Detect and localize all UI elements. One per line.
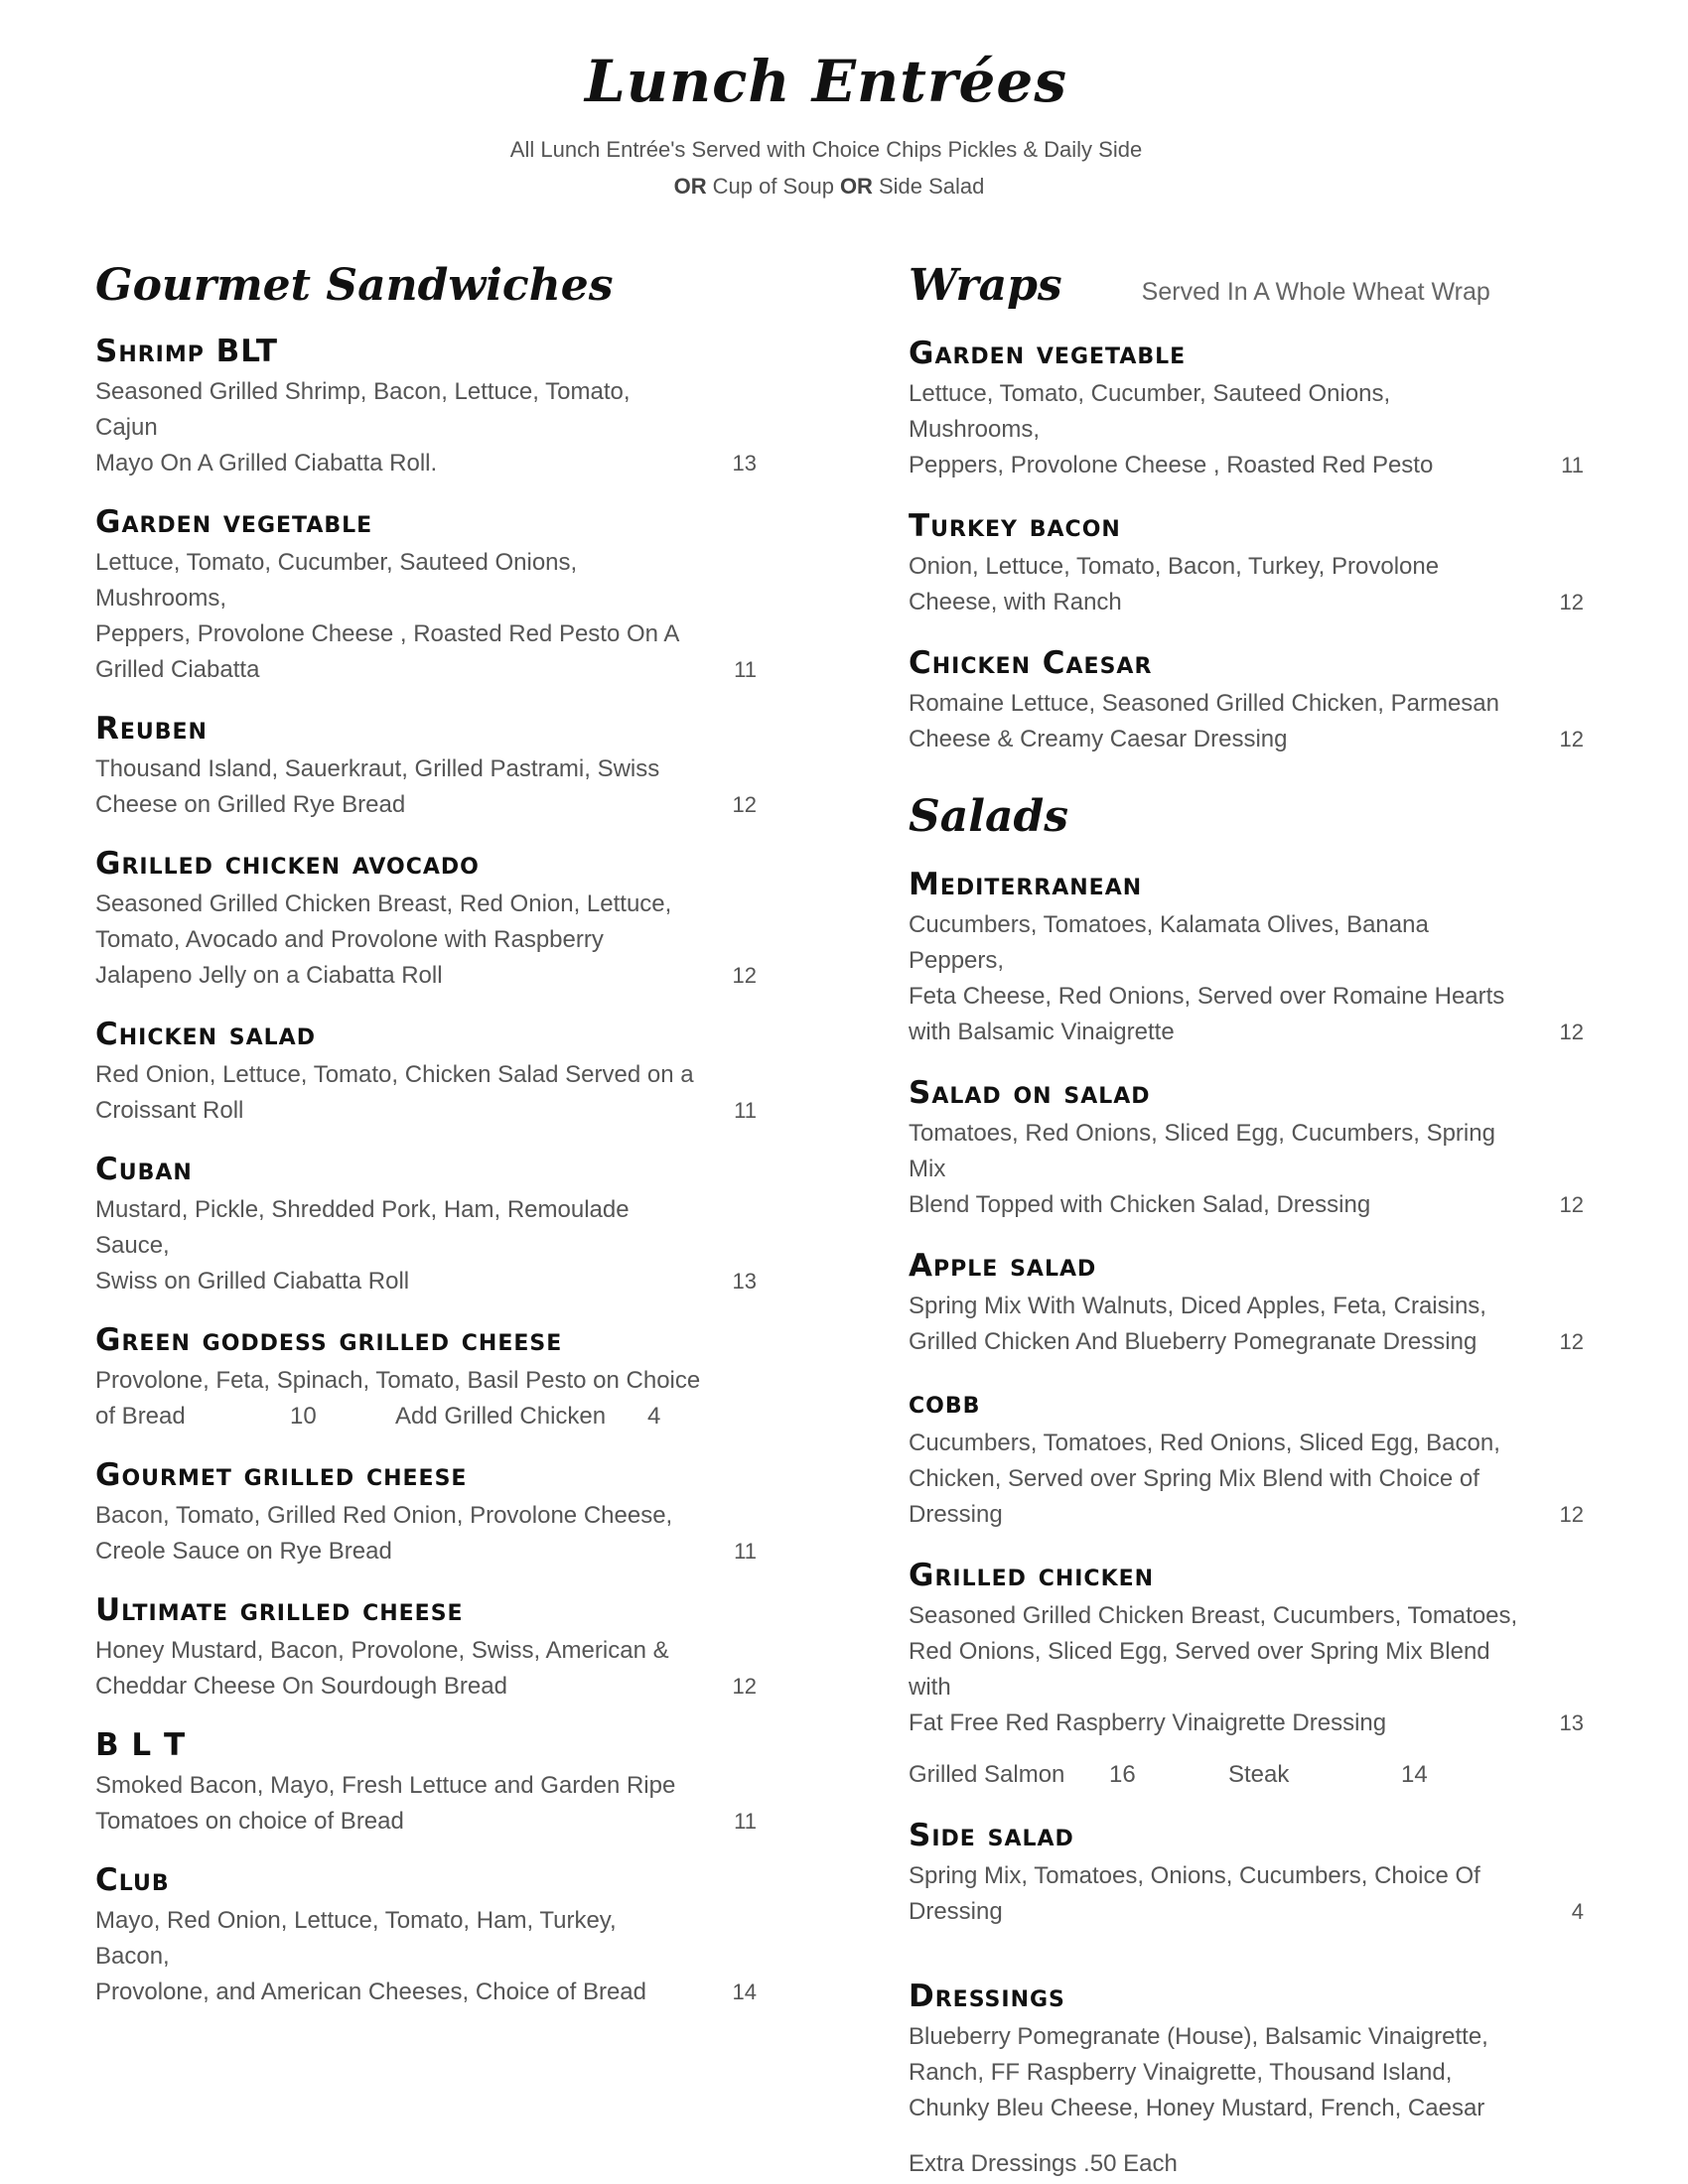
item-description: Romaine Lettuce, Seasoned Grilled Chicken, Parmesan Cheese & Creamy Caesar Dressing [909, 690, 1499, 752]
right-column [909, 260, 1584, 2182]
subtitle-line-1: All Lunch Entrée's Served with Choice Chips Pickles & Daily Side [509, 137, 1143, 162]
item-description: Seasoned Grilled Chicken Breast, Cucumbers, Tomatoes, Red Onions, Sliced Egg, Served over Spring Mix Blend with Fat Free Red Raspberry Vinaigrette Dressing [909, 1602, 1518, 1736]
menu-item [909, 1817, 1584, 1930]
menu-item [95, 503, 757, 688]
steak-label: Steak [1228, 1761, 1290, 1788]
extra-dressings: Extra Dressings .50 Each [909, 2150, 1178, 2177]
item-name: Apple salad [909, 1248, 1097, 1284]
item-price: 11 [734, 1098, 757, 1123]
item-description: Seasoned Grilled Shrimp, Bacon, Lettuce, Tomato, Cajun Mayo On A Grilled Ciabatta Roll. [95, 378, 631, 477]
item-description: Mayo, Red Onion, Lettuce, Tomato, Ham, Turkey, Bacon, Provolone, and American Cheeses, Choice of Bread [95, 1907, 646, 2005]
item-description: Cucumbers, Tomatoes, Kalamata Olives, Banana Peppers, Feta Cheese, Red Onions, Served over Romaine Hearts with Balsamic Vinaigrette [909, 911, 1505, 1045]
item-price: 12 [1559, 1502, 1584, 1527]
item-name: Gourmet grilled cheese [95, 1457, 468, 1493]
addon-price: 4 [647, 1403, 661, 1430]
item-description: Spring Mix, Tomatoes, Onions, Cucumbers, Choice Of Dressing [909, 1862, 1480, 1925]
item-name: Ultimate grilled cheese [95, 1592, 464, 1628]
item-price: 11 [734, 1539, 757, 1564]
item-name: Green goddess grilled cheese [95, 1322, 563, 1358]
menu-item [95, 845, 757, 994]
page-title: Lunch Entrées [585, 48, 1067, 115]
item-description: Lettuce, Tomato, Cucumber, Sauteed Onions, Mushrooms, Peppers, Provolone Cheese , Roasted Red Pesto On A Grilled Ciabatta [95, 549, 680, 683]
menu-item [909, 866, 1584, 1050]
menu-item [95, 333, 757, 481]
sandwiches-heading: Gourmet Sandwiches [95, 260, 614, 311]
item-price: 13 [732, 1269, 757, 1294]
item-description: Lettuce, Tomato, Cucumber, Sauteed Onions, Mushrooms, Peppers, Provolone Cheese , Roasted Red Pesto [909, 380, 1434, 478]
item-price: 13 [1559, 1710, 1584, 1735]
item-description: Onion, Lettuce, Tomato, Bacon, Turkey, Provolone Cheese, with Ranch [909, 553, 1440, 615]
salads-heading: Salads [909, 791, 1069, 842]
item-description: Bacon, Tomato, Grilled Red Onion, Provolone Cheese, Creole Sauce on Rye Bread [95, 1502, 673, 1565]
or-word: OR [839, 174, 873, 199]
item-name: Turkey bacon [909, 508, 1121, 544]
item-price: 12 [1559, 727, 1584, 751]
menu-item [95, 710, 757, 823]
item-price: 12 [732, 792, 757, 817]
item-description: Thousand Island, Sauerkraut, Grilled Pastrami, Swiss Cheese on Grilled Rye Bread [95, 755, 660, 818]
side-salad-text: Side Salad [878, 174, 985, 199]
menu-item [909, 507, 1584, 620]
item-name: cobb [909, 1385, 981, 1421]
or-word: OR [673, 174, 707, 199]
wraps-heading-row [909, 260, 1584, 311]
addon-label: Add Grilled Chicken [395, 1403, 607, 1430]
item-name: Mediterranean [909, 867, 1143, 902]
wraps-note: Served In A Whole Wheat Wrap [1141, 278, 1490, 306]
item-name: Grilled chicken avocado [95, 846, 480, 882]
item-price: 11 [734, 1809, 757, 1834]
dressings-heading: Dressings [909, 1979, 1065, 2014]
item-description: Honey Mustard, Bacon, Provolone, Swiss, American & Cheddar Cheese On Sourdough Bread [95, 1637, 669, 1700]
menu-item [95, 1591, 757, 1705]
item-name: Reuben [95, 711, 208, 747]
menu-item [95, 1321, 757, 1434]
menu-item [909, 335, 1584, 483]
item-price: 12 [1559, 1192, 1584, 1217]
item-price: 12 [1559, 590, 1584, 614]
salmon-price: 16 [1109, 1761, 1136, 1788]
item-name: Cuban [95, 1152, 193, 1187]
menu-item [909, 1557, 1584, 1741]
item-name: Garden vegetable [95, 504, 373, 540]
item-price: 10 [290, 1403, 317, 1430]
wraps-heading: Wraps [909, 260, 1062, 311]
item-price: 13 [732, 451, 757, 476]
dressings-list: Blueberry Pomegranate (House), Balsamic Vinaigrette, Ranch, FF Raspberry Vinaigrette, Thousand Island, Chunky Bleu Cheese, Honey Mustard, French, Caesar [909, 2023, 1488, 2121]
item-name: Chicken salad [95, 1017, 316, 1052]
green-goddess-options [95, 1399, 757, 1434]
item-description: Spring Mix With Walnuts, Diced Apples, Feta, Craisins, Grilled Chicken And Blueberry Pomegranate Dressing [909, 1293, 1486, 1355]
bread-text: of Bread [95, 1403, 186, 1430]
item-price: 14 [732, 1979, 757, 2004]
item-name: Chicken Caesar [909, 645, 1153, 681]
subtitle-line-2 [0, 174, 1652, 200]
protein-upgrades [909, 1757, 1584, 1793]
item-price: 4 [1571, 1899, 1584, 1924]
menu-item [909, 1247, 1584, 1360]
cup-of-soup-text: Cup of Soup [712, 174, 834, 199]
menu-item [95, 1861, 757, 2010]
item-name: Salad on salad [909, 1075, 1151, 1111]
item-name: Side salad [909, 1818, 1074, 1853]
item-price: 12 [732, 1674, 757, 1699]
sandwiches-column [95, 260, 757, 2010]
item-description: Mustard, Pickle, Shredded Pork, Ham, Remoulade Sauce, Swiss on Grilled Ciabatta Roll [95, 1196, 630, 1295]
menu-item [909, 1384, 1584, 1533]
item-description: Provolone, Feta, Spinach, Tomato, Basil Pesto on Choice [95, 1367, 701, 1394]
item-description: Tomatoes, Red Onions, Sliced Egg, Cucumbers, Spring Mix Blend Topped with Chicken Salad, Dressing [909, 1120, 1495, 1218]
item-description: Smoked Bacon, Mayo, Fresh Lettuce and Garden Ripe Tomatoes on choice of Bread [95, 1772, 676, 1835]
item-description: Red Onion, Lettuce, Tomato, Chicken Salad Served on a Croissant Roll [95, 1061, 694, 1124]
item-name: Garden vegetable [909, 336, 1187, 371]
item-name: Club [95, 1862, 170, 1898]
menu-item [95, 1456, 757, 1570]
item-name: Grilled chicken [909, 1558, 1155, 1593]
menu-item [95, 1016, 757, 1129]
item-price: 11 [1561, 453, 1584, 478]
dressings-block [909, 1978, 1584, 2182]
steak-price: 14 [1401, 1761, 1428, 1788]
item-price: 12 [1559, 1329, 1584, 1354]
item-name: Shrimp BLT [95, 334, 279, 369]
item-price: 12 [732, 963, 757, 988]
item-name: B L T [95, 1727, 187, 1763]
menu-item [909, 644, 1584, 757]
item-price: 12 [1559, 1020, 1584, 1044]
item-description: Seasoned Grilled Chicken Breast, Red Onion, Lettuce, Tomato, Avocado and Provolone with Raspberry Jalapeno Jelly on a Ciabatta Roll [95, 890, 672, 989]
menu-item [95, 1151, 757, 1299]
menu-item [909, 1074, 1584, 1223]
menu-item [95, 1726, 757, 1840]
item-price: 11 [734, 657, 757, 682]
item-description: Cucumbers, Tomatoes, Red Onions, Sliced Egg, Bacon, Chicken, Served over Spring Mix Blend with Choice of Dressing [909, 1430, 1500, 1528]
salmon-label: Grilled Salmon [909, 1761, 1065, 1788]
